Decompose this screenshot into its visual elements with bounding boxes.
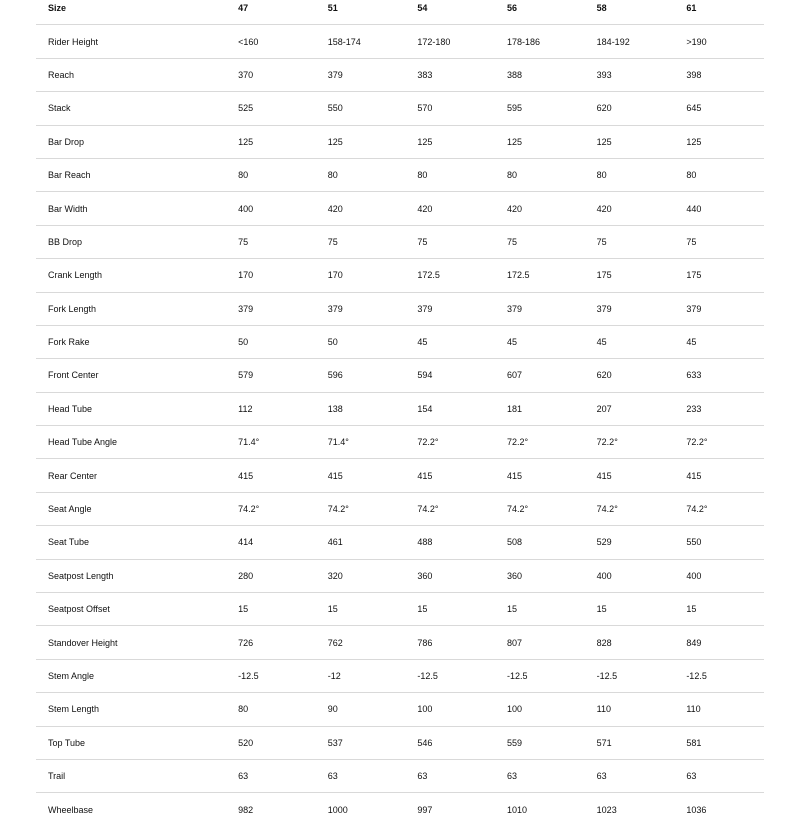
table-cell: 508 (495, 526, 585, 559)
table-cell: 415 (316, 459, 406, 492)
row-label: Stem Length (36, 693, 226, 726)
table-row (36, 659, 764, 692)
table-row (36, 125, 764, 158)
table-cell: 379 (316, 58, 406, 91)
table-row (36, 593, 764, 626)
table-cell: 537 (316, 726, 406, 759)
table-cell: 125 (585, 125, 675, 158)
table-cell: 170 (316, 259, 406, 292)
table-row (36, 759, 764, 792)
table-cell: >190 (674, 25, 764, 58)
table-cell: 570 (405, 92, 495, 125)
table-cell: 379 (495, 292, 585, 325)
table-cell: 112 (226, 392, 316, 425)
table-cell: 379 (674, 292, 764, 325)
table-cell: -12.5 (226, 659, 316, 692)
table-row (36, 626, 764, 659)
row-label: Stack (36, 92, 226, 125)
table-cell: 594 (405, 359, 495, 392)
table-cell: 15 (226, 593, 316, 626)
table-cell: -12.5 (495, 659, 585, 692)
table-cell: -12.5 (674, 659, 764, 692)
table-cell: 15 (405, 593, 495, 626)
table-cell: 138 (316, 392, 406, 425)
table-cell: -12.5 (405, 659, 495, 692)
table-row (36, 426, 764, 459)
header-row (36, 0, 764, 25)
table-cell: 90 (316, 693, 406, 726)
table-cell: 45 (495, 325, 585, 358)
table-cell: 80 (226, 693, 316, 726)
table-cell: 125 (674, 125, 764, 158)
table-cell: 72.2° (585, 426, 675, 459)
table-cell: 415 (585, 459, 675, 492)
table-cell: 440 (674, 192, 764, 225)
table-cell: 596 (316, 359, 406, 392)
table-cell: 74.2° (495, 492, 585, 525)
table-cell: 71.4° (226, 426, 316, 459)
table-cell: 360 (495, 559, 585, 592)
table-cell: 1023 (596, 804, 617, 815)
table-cell: 184-192 (585, 25, 675, 58)
table-cell: 320 (316, 559, 406, 592)
table-cell: 154 (405, 392, 495, 425)
table-row (36, 158, 764, 191)
table-row (36, 559, 764, 592)
table-cell: 420 (405, 192, 495, 225)
table-cell: 172.5 (495, 259, 585, 292)
table-cell: -12 (316, 659, 406, 692)
table-cell: 50 (226, 325, 316, 358)
table-cell: 158-174 (316, 25, 406, 58)
table-row (36, 58, 764, 91)
table-cell: 74.2° (405, 492, 495, 525)
table-cell: 15 (495, 593, 585, 626)
table-cell: 520 (226, 726, 316, 759)
table-cell: 175 (674, 259, 764, 292)
row-label: Head Tube (36, 392, 226, 425)
size-header: 54 (405, 0, 495, 25)
table-cell: 529 (585, 526, 675, 559)
table-cell: 379 (585, 292, 675, 325)
row-label: Crank Length (36, 259, 226, 292)
table-cell: 80 (674, 158, 764, 191)
table-cell: 75 (495, 225, 585, 258)
table-cell: 80 (405, 158, 495, 191)
table-row (36, 359, 764, 392)
table-cell: 280 (226, 559, 316, 592)
table-cell: 400 (674, 559, 764, 592)
table-cell: 379 (316, 292, 406, 325)
table-cell: 125 (316, 125, 406, 158)
table-cell: 125 (405, 125, 495, 158)
table-cell: 63 (495, 759, 585, 792)
table-cell: 461 (316, 526, 406, 559)
row-label: Bar Drop (36, 125, 226, 158)
row-label: Bar Reach (36, 158, 226, 191)
table-cell: 100 (495, 693, 585, 726)
row-label: Rider Height (36, 25, 226, 58)
table-cell: 620 (585, 359, 675, 392)
table-cell: 15 (674, 593, 764, 626)
row-label: Wheelbase (48, 804, 94, 815)
row-label: Rear Center (36, 459, 226, 492)
table-cell: 620 (585, 92, 675, 125)
table-row (36, 192, 764, 225)
table-cell: 63 (674, 759, 764, 792)
table-cell: 45 (674, 325, 764, 358)
table-row (36, 25, 764, 58)
table-row (36, 292, 764, 325)
table-cell: 414 (226, 526, 316, 559)
table-cell: 75 (226, 225, 316, 258)
row-label: Seatpost Offset (36, 593, 226, 626)
header-label: Size (36, 0, 226, 25)
table-cell: 125 (226, 125, 316, 158)
table-cell: 45 (585, 325, 675, 358)
table-cell: 550 (674, 526, 764, 559)
table-cell: 72.2° (405, 426, 495, 459)
table-cell: 72.2° (495, 426, 585, 459)
table-cell: 550 (316, 92, 406, 125)
table-cell: -12.5 (585, 659, 675, 692)
table-cell: 45 (405, 325, 495, 358)
table-cell: 379 (405, 292, 495, 325)
table-row (36, 492, 764, 525)
table-cell: 360 (405, 559, 495, 592)
table-cell: 71.4° (316, 426, 406, 459)
table-cell: 1036 (686, 804, 707, 815)
table-cell: 110 (585, 693, 675, 726)
size-header: 51 (316, 0, 406, 25)
row-label: Top Tube (36, 726, 226, 759)
table-cell: 762 (316, 626, 406, 659)
table-cell: 74.2° (316, 492, 406, 525)
table-cell: 80 (226, 158, 316, 191)
table-row (36, 225, 764, 258)
table-cell: 1000 (327, 804, 348, 815)
table-cell: 415 (674, 459, 764, 492)
table-row (36, 259, 764, 292)
table-row (36, 325, 764, 358)
row-label: Stem Angle (36, 659, 226, 692)
row-label: Standover Height (36, 626, 226, 659)
table-cell: 207 (585, 392, 675, 425)
table-cell: 181 (495, 392, 585, 425)
row-label: Front Center (36, 359, 226, 392)
table-cell: 379 (226, 292, 316, 325)
table-cell: 388 (495, 58, 585, 91)
table-row (36, 526, 764, 559)
table-cell: 80 (316, 158, 406, 191)
table-cell: 546 (405, 726, 495, 759)
table-cell: 15 (585, 593, 675, 626)
table-cell: 63 (405, 759, 495, 792)
table-cell: 74.2° (585, 492, 675, 525)
geometry-table (36, 0, 764, 826)
table-cell: 170 (226, 259, 316, 292)
table-cell: 75 (674, 225, 764, 258)
size-header: 47 (226, 0, 316, 25)
table-cell: 525 (226, 92, 316, 125)
row-label: Seat Tube (36, 526, 226, 559)
row-label: Seat Angle (36, 492, 226, 525)
table-cell: 15 (316, 593, 406, 626)
table-cell: 571 (585, 726, 675, 759)
table-cell: 110 (674, 693, 764, 726)
table-cell: 74.2° (226, 492, 316, 525)
row-label: Seatpost Length (36, 559, 226, 592)
table-cell: 125 (495, 125, 585, 158)
table-cell: 849 (674, 626, 764, 659)
table-cell: 807 (495, 626, 585, 659)
table-cell: 63 (585, 759, 675, 792)
table-cell: 172-180 (405, 25, 495, 58)
table-row (36, 726, 764, 759)
table-row (36, 459, 764, 492)
row-label: Head Tube Angle (36, 426, 226, 459)
table-cell: 579 (226, 359, 316, 392)
table-row (36, 693, 764, 726)
table-cell: 786 (405, 626, 495, 659)
row-label: BB Drop (36, 225, 226, 258)
table-cell: 75 (316, 225, 406, 258)
table-cell: 72.2° (674, 426, 764, 459)
table-cell: 581 (674, 726, 764, 759)
table-row (36, 92, 764, 125)
table-cell: 63 (226, 759, 316, 792)
table-cell: 559 (495, 726, 585, 759)
table-cell: 488 (405, 526, 495, 559)
table-cell: 420 (495, 192, 585, 225)
table-cell: 420 (316, 192, 406, 225)
table-cell: 997 (417, 804, 433, 815)
table-cell: 80 (495, 158, 585, 191)
size-header: 58 (585, 0, 675, 25)
size-header: 61 (674, 0, 764, 25)
table-cell: 415 (495, 459, 585, 492)
table-cell: 50 (316, 325, 406, 358)
row-label: Reach (36, 58, 226, 91)
table-cell: 100 (405, 693, 495, 726)
table-cell: 400 (585, 559, 675, 592)
table-cell: 398 (674, 58, 764, 91)
row-label: Bar Width (36, 192, 226, 225)
table-cell: 595 (495, 92, 585, 125)
table-cell: 420 (585, 192, 675, 225)
table-cell: 175 (585, 259, 675, 292)
table-cell: 80 (585, 158, 675, 191)
table-cell: 370 (226, 58, 316, 91)
table-row (36, 793, 764, 826)
table-cell: 75 (405, 225, 495, 258)
table-cell: 172.5 (405, 259, 495, 292)
table-cell: 645 (674, 92, 764, 125)
table-cell: 63 (316, 759, 406, 792)
table-cell: 633 (674, 359, 764, 392)
table-cell: 75 (585, 225, 675, 258)
row-label: Fork Length (36, 292, 226, 325)
table-row (36, 392, 764, 425)
table-cell: 393 (585, 58, 675, 91)
table-cell: 607 (495, 359, 585, 392)
table-cell: 383 (405, 58, 495, 91)
table-cell: 1010 (507, 804, 528, 815)
table-body (36, 25, 764, 826)
table-cell: 415 (226, 459, 316, 492)
table-cell: <160 (226, 25, 316, 58)
table-cell: 74.2° (674, 492, 764, 525)
table-cell: 828 (585, 626, 675, 659)
row-label: Fork Rake (36, 325, 226, 358)
table-cell: 233 (674, 392, 764, 425)
table-cell: 982 (238, 804, 254, 815)
table-cell: 726 (226, 626, 316, 659)
size-header: 56 (495, 0, 585, 25)
row-label: Trail (36, 759, 226, 792)
table-cell: 415 (405, 459, 495, 492)
table-cell: 400 (226, 192, 316, 225)
table-cell: 178-186 (495, 25, 585, 58)
